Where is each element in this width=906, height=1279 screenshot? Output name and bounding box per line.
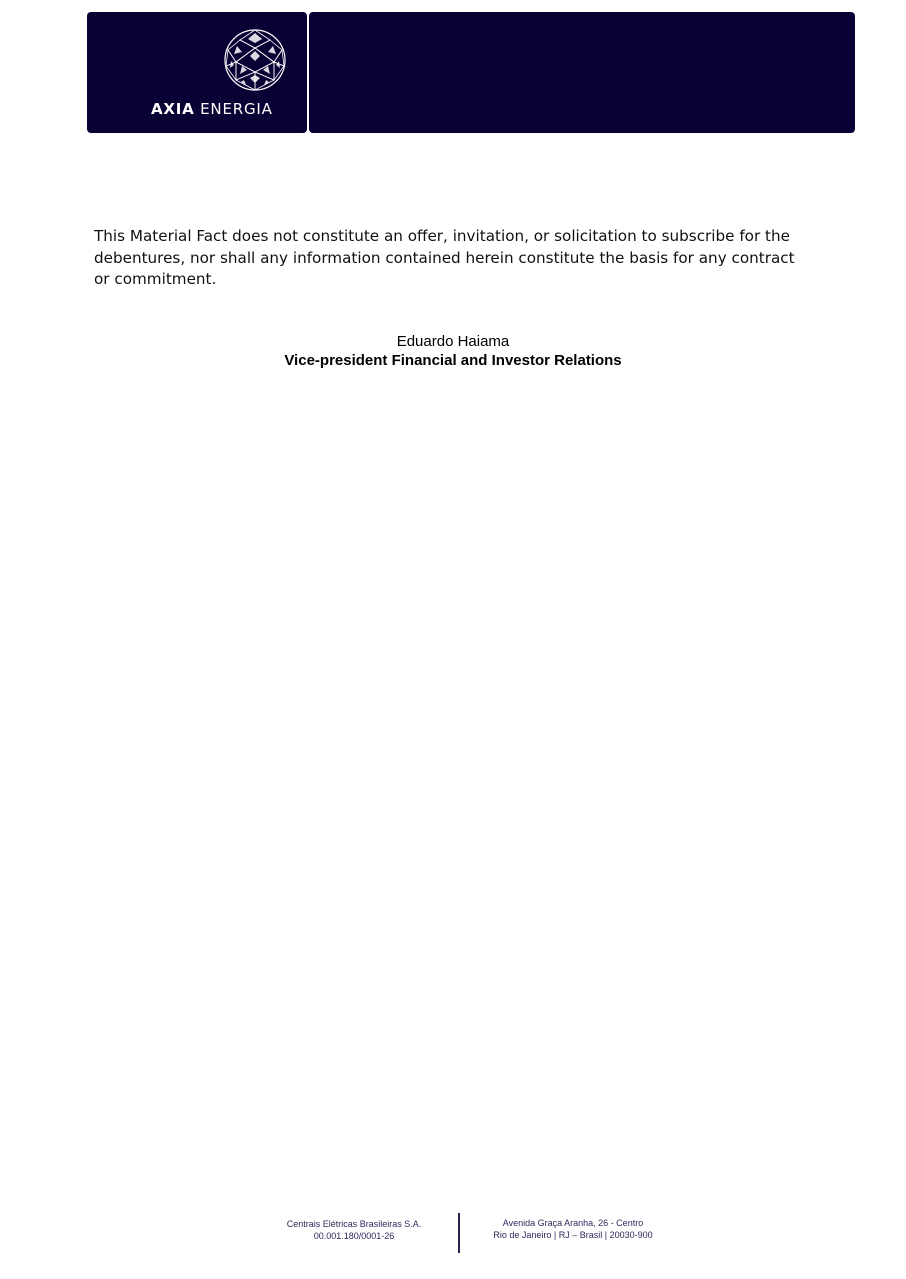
header-logo-panel [87, 12, 307, 133]
signatory-name: Eduardo Haiama [396, 333, 510, 350]
footer-company-block [274, 1218, 434, 1242]
disclaimer-paragraph: This Material Fact does not constitute an offer, invitation, or solicitation to subscribe for the debentures, nor shall any information contained herein constitute the basis for any contract or commitment. [94, 227, 795, 288]
footer-company-name: Centrais Elétricas Brasileiras S.A. [286, 1219, 422, 1229]
footer-divider [458, 1213, 460, 1253]
footer-address-line1: Avenida Graça Aranha, 26 - Centro [502, 1218, 644, 1228]
geodesic-globe-icon [222, 28, 288, 92]
brand-name-strong: AXIA [151, 100, 195, 118]
header-banner [309, 12, 855, 133]
signatory-title: Vice-president Financial and Investor Relations [284, 352, 622, 369]
brand-name-rest: ENERGIA [200, 100, 273, 118]
brand-wordmark [151, 100, 273, 118]
footer-company-id: 00.001.180/0001-26 [313, 1231, 395, 1241]
footer-address-block [482, 1217, 664, 1241]
footer-address-line2: Rio de Janeiro | RJ – Brasil | 20030-900 [493, 1230, 653, 1240]
